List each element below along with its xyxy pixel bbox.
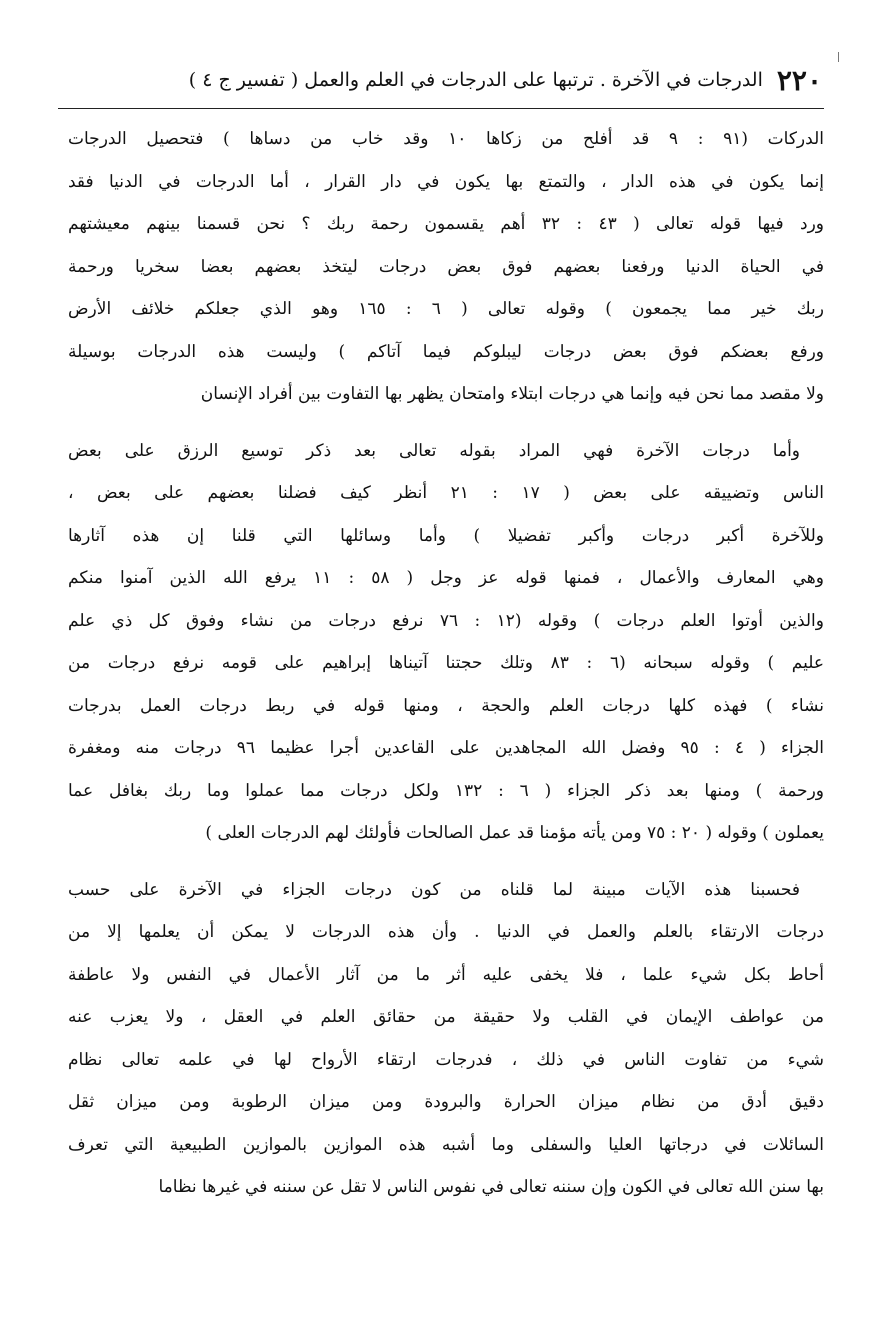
text-line: ولا مقصد مما نحن فيه وإنما هي درجات ابتلاء وامتحان يظهر بها التفاوت بين أفراد الإنسان xyxy=(200,384,824,404)
page-number: ٢٢٠ xyxy=(776,63,822,97)
running-title: الدرجات في الآخرة . ترتبها على الدرجات في العلم والعمل ( تفسير ج ٤ ) xyxy=(188,69,763,91)
text-line: يعملون ) وقوله ( ٢٠ : ٧٥ ومن يأته مؤمنا قد عمل الصالحات فأولئك لهم الدرجات العلى ) xyxy=(205,823,824,843)
text-line: من عواطف الإيمان في القلب ولا حقيقة من حقائق العلم في العقل ، ولا يعزب عنه xyxy=(68,1007,824,1027)
header-rule xyxy=(58,108,824,109)
text-line: ورحمة ) ومنها بعد ذكر الجزاء ( ٦ : ١٣٢ ولكل درجات مما عملوا وما ربك بغافل عما xyxy=(68,780,824,801)
text-line: في الحياة الدنيا ورفعنا بعضهم فوق بعض درجات ليتخذ بعضهم بعضا سخريا ورحمة xyxy=(68,256,824,277)
text-line: السائلات في درجاتها العليا والسفلى وما أشبه هذه الموازين بالموازين الطبيعية التي تعرف xyxy=(68,1134,824,1155)
text-line: الجزاء ( ٤ : ٩٥ وفضل الله المجاهدين على القاعدين أجرا عظيما ٩٦ درجات منه ومغفرة xyxy=(68,738,824,758)
paragraph xyxy=(68,118,824,416)
text-line: عليم ) وقوله سبحانه (٦ : ٨٣ وتلك حجتنا آتيناها إبراهيم على قومه نرفع درجات من xyxy=(68,653,824,673)
text-line: فحسبنا هذه الآيات مبينة لما قلناه من كون درجات الجزاء في الآخرة على حسب xyxy=(68,879,800,900)
text-line: ربك خير مما يجمعون ) وقوله تعالى ( ٦ : ١٦٥ وهو الذي جعلكم خلائف الأرض xyxy=(68,299,824,319)
text-line: ورد فيها قوله تعالى ( ٤٣ : ٣٢ أهم يقسمون رحمة ربك ؟ نحن قسمنا بينهم معيشتهم xyxy=(68,214,824,234)
paragraph xyxy=(68,430,824,855)
paragraph-gap xyxy=(68,416,824,430)
text-line: أحاط بكل شيء علما ، فلا يخفى عليه أثر ما من آثار الأعمال في النفس ولا عاطفة xyxy=(68,964,824,985)
text-line: الدركات (٩١ : ٩ قد أفلح من زكاها ١٠ وقد خاب من دساها ) فتحصيل الدرجات xyxy=(68,129,824,149)
text-line: وهي المعارف والأعمال ، فمنها قوله عز وجل ( ٥٨ : ١١ يرفع الله الذين آمنوا منكم xyxy=(68,568,824,588)
text-line: ورفع بعضكم فوق بعض درجات ليبلوكم فيما آتاكم ) وليست هذه الدرجات بوسيلة xyxy=(68,341,824,362)
margin-tick xyxy=(838,52,839,62)
text-line: دقيق أدق من نظام ميزان الحرارة والبرودة ومن ميزان الرطوبة ومن ميزان ثقل xyxy=(68,1092,824,1112)
text-line: الناس وتضييقه على بعض ( ١٧ : ٢١ أنظر كيف فضلنا بعضهم على بعض ، xyxy=(68,483,824,503)
paragraph-gap xyxy=(68,855,824,869)
text-line: والذين أوتوا العلم درجات ) وقوله (١٢ : ٧٦ نرفع درجات من نشاء وفوق كل ذي علم xyxy=(68,610,824,631)
text-line: درجات الارتقاء بالعلم والعمل في الدنيا . وأن هذه الدرجات لا يمكن أن يعلمها إلا من xyxy=(68,922,824,942)
page-header xyxy=(60,58,822,102)
text-line: وللآخرة أكبر درجات وأكبر تفضيلا ) وأما وسائلها التي قلنا إن هذه آثارها xyxy=(68,525,824,546)
text-line: نشاء ) فهذه كلها درجات العلم والحجة ، ومنها قوله في ربط درجات العمل بدرجات xyxy=(68,695,824,716)
text-line: بها سنن الله تعالى في الكون وإن سننه تعالى في نفوس الناس لا تقل عن سننه في غيرها نظاما xyxy=(158,1177,824,1197)
text-line: شيء من تفاوت الناس في ذلك ، فدرجات ارتقاء الأرواح لها في علمه تعالى نظام xyxy=(68,1049,824,1070)
text-line: إنما يكون في هذه الدار ، والتمتع بها يكون في دار القرار ، أما الدرجات في الدنيا فقد xyxy=(68,171,824,192)
text-line: وأما درجات الآخرة فهي المراد بقوله تعالى بعد ذكر توسيع الرزق على بعض xyxy=(68,440,800,461)
paragraph xyxy=(68,869,824,1209)
body-text xyxy=(68,118,824,1209)
